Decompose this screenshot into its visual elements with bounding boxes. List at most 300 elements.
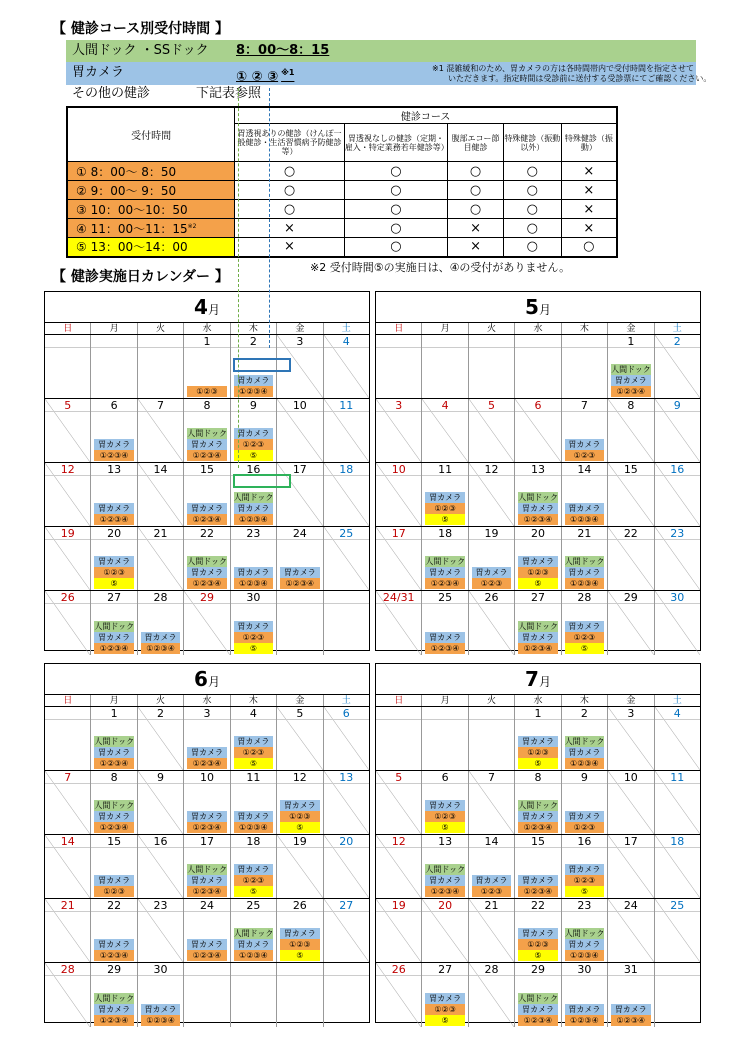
camera-slot: 胃カメラ bbox=[611, 1004, 650, 1015]
day-cell bbox=[608, 399, 654, 462]
day-cell bbox=[376, 335, 422, 398]
day-slots bbox=[234, 492, 273, 525]
weekday-label: 木 bbox=[562, 695, 608, 706]
availability-mark: ○ bbox=[235, 200, 344, 219]
day-slots bbox=[94, 503, 133, 525]
day-cell bbox=[277, 899, 323, 962]
day-cell bbox=[562, 335, 608, 398]
day-cell bbox=[608, 591, 654, 655]
day-number: 8 bbox=[608, 399, 653, 412]
day-cell bbox=[562, 963, 608, 1027]
time-slot: ①②③④ bbox=[425, 643, 464, 654]
day-cell bbox=[608, 707, 654, 770]
time-slot: ①②③ bbox=[518, 939, 557, 950]
camera-slot: 胃カメラ bbox=[425, 993, 464, 1004]
time-slot: ①②③④ bbox=[565, 950, 604, 961]
day-cell bbox=[138, 771, 184, 834]
week-row bbox=[376, 899, 700, 963]
day-slots bbox=[234, 736, 273, 769]
time-slot: ①②③④ bbox=[234, 514, 273, 525]
week-row bbox=[45, 463, 369, 527]
day-cell bbox=[91, 463, 137, 526]
day-cell bbox=[376, 399, 422, 462]
day-number: 7 bbox=[45, 771, 90, 784]
day-slots bbox=[518, 556, 557, 589]
time-slot: ①②③④ bbox=[518, 1015, 557, 1026]
day-slots bbox=[187, 556, 226, 589]
day-cell bbox=[138, 527, 184, 590]
day-number: 18 bbox=[422, 527, 467, 540]
camera-slot: 胃カメラ bbox=[94, 632, 133, 643]
time-label bbox=[67, 238, 235, 257]
availability-mark: ○ bbox=[448, 200, 504, 219]
afternoon-slot: ⑤ bbox=[425, 822, 464, 833]
day-cell bbox=[608, 463, 654, 526]
day-cell bbox=[469, 771, 515, 834]
camera-slot: 胃カメラ bbox=[234, 811, 273, 822]
day-cell bbox=[655, 707, 700, 770]
day-number: 1 bbox=[608, 335, 653, 348]
day-cell bbox=[231, 835, 277, 898]
time-label bbox=[67, 181, 235, 200]
time-slot: ①②③ bbox=[425, 1004, 464, 1015]
course-group-header: 健診コース bbox=[235, 107, 617, 124]
day-cell bbox=[469, 899, 515, 962]
day-cell bbox=[422, 771, 468, 834]
day-slots bbox=[425, 993, 464, 1026]
day-cell bbox=[515, 463, 561, 526]
afternoon-slot: ⑤ bbox=[280, 822, 319, 833]
availability-mark: ○ bbox=[235, 162, 344, 181]
time-slot: ①②③④ bbox=[234, 386, 273, 397]
time-slot: ①②③④ bbox=[425, 886, 464, 897]
week-row bbox=[376, 771, 700, 835]
day-cell bbox=[91, 707, 137, 770]
day-number: 18 bbox=[655, 835, 700, 848]
availability-mark: × bbox=[448, 238, 504, 257]
day-cell bbox=[376, 899, 422, 962]
day-slots bbox=[565, 556, 604, 589]
day-number: 23 bbox=[231, 527, 276, 540]
day-slots bbox=[94, 993, 133, 1026]
day-cell bbox=[184, 399, 230, 462]
camera-slot: 胃カメラ bbox=[94, 939, 133, 950]
weekday-label: 水 bbox=[515, 323, 561, 334]
camera-slot: 胃カメラ bbox=[94, 875, 133, 886]
time-label bbox=[67, 219, 235, 238]
day-number: 28 bbox=[45, 963, 90, 976]
day-cell bbox=[184, 707, 230, 770]
day-cell bbox=[469, 527, 515, 590]
day-cell bbox=[469, 335, 515, 398]
camera-slot: 胃カメラ bbox=[94, 747, 133, 758]
afternoon-slot: ⑤ bbox=[518, 578, 557, 589]
time-slot: ①②③④ bbox=[565, 514, 604, 525]
day-number: 9 bbox=[138, 771, 183, 784]
time-slot: ①②③④ bbox=[187, 450, 226, 461]
day-number: 11 bbox=[324, 399, 369, 412]
time-label bbox=[67, 200, 235, 219]
day-slots bbox=[518, 875, 557, 897]
row-header: 受付時間 bbox=[67, 107, 235, 162]
week-row bbox=[45, 399, 369, 463]
time-slot: ①②③ bbox=[565, 632, 604, 643]
dock-slot: 人間ドック bbox=[611, 365, 651, 374]
day-number: 7 bbox=[469, 771, 514, 784]
day-number: 6 bbox=[515, 399, 560, 412]
week-row bbox=[376, 963, 700, 1027]
time-slot: ①②③④ bbox=[611, 1015, 650, 1026]
day-number: 4 bbox=[655, 707, 700, 720]
time-slot: ①②③ bbox=[425, 503, 464, 514]
camera-slot: 胃カメラ bbox=[187, 567, 226, 578]
afternoon-slot: ⑤ bbox=[280, 950, 319, 961]
time-label bbox=[67, 162, 235, 181]
day-number bbox=[562, 335, 607, 348]
day-slots bbox=[472, 567, 511, 589]
week-row bbox=[376, 527, 700, 591]
day-number bbox=[376, 707, 421, 720]
camera-slot: 胃カメラ bbox=[518, 811, 557, 822]
month-header bbox=[376, 664, 700, 694]
day-cell bbox=[45, 963, 91, 1027]
day-slots bbox=[425, 556, 464, 589]
day-cell bbox=[324, 835, 369, 898]
camera-slot: 胃カメラ bbox=[234, 567, 273, 578]
camera-slot: 胃カメラ bbox=[518, 503, 557, 514]
weekday-label: 土 bbox=[672, 696, 682, 706]
camera-slot: 胃カメラ bbox=[565, 439, 604, 450]
day-number bbox=[45, 707, 90, 720]
dock-slot: 人間ドック bbox=[187, 429, 227, 438]
day-number: 4 bbox=[324, 335, 369, 348]
day-cell bbox=[655, 335, 700, 398]
day-cell bbox=[422, 591, 468, 655]
day-slots bbox=[187, 811, 226, 833]
dock-label: 人間ドック ・SSドック bbox=[72, 43, 209, 58]
weekday-label: 水 bbox=[184, 695, 230, 706]
day-number: 13 bbox=[515, 463, 560, 476]
day-number: 28 bbox=[469, 963, 514, 976]
calendar-month bbox=[375, 663, 701, 1023]
time-row bbox=[67, 200, 617, 219]
dock-slot: 人間ドック bbox=[94, 994, 134, 1003]
day-slots bbox=[234, 567, 273, 589]
time-text: ⑤ 13：00～14：00 bbox=[76, 240, 188, 255]
day-number: 16 bbox=[562, 835, 607, 848]
time-slot: ①②③④ bbox=[518, 822, 557, 833]
day-number: 14 bbox=[562, 463, 607, 476]
camera-slot: 胃カメラ bbox=[565, 747, 604, 758]
day-number: 19 bbox=[469, 527, 514, 540]
availability-mark: ○ bbox=[344, 219, 447, 238]
day-cell bbox=[562, 399, 608, 462]
day-slots bbox=[234, 928, 273, 961]
weekday-label: 月 bbox=[422, 695, 468, 706]
day-cell bbox=[231, 771, 277, 834]
month-header bbox=[45, 664, 369, 694]
day-cell bbox=[91, 335, 137, 398]
day-cell bbox=[277, 707, 323, 770]
availability-mark: ○ bbox=[503, 238, 561, 257]
weekday-label: 木 bbox=[231, 695, 277, 706]
dock-slot: 人間ドック bbox=[187, 557, 227, 566]
day-number: 29 bbox=[515, 963, 560, 976]
week-row bbox=[376, 399, 700, 463]
day-number: 24 bbox=[608, 899, 653, 912]
day-cell bbox=[45, 335, 91, 398]
camera-value: ① ② ③ $^{※1}$ bbox=[236, 68, 295, 85]
time-slot: ①②③ bbox=[518, 567, 557, 578]
day-cell bbox=[469, 463, 515, 526]
day-number: 13 bbox=[324, 771, 369, 784]
time-slot: ①②③ bbox=[280, 939, 319, 950]
guide-line-camera bbox=[269, 88, 270, 348]
camera-slot: 胃カメラ bbox=[518, 632, 557, 643]
time-slot: ①②③④ bbox=[94, 950, 133, 961]
day-cell bbox=[138, 591, 184, 655]
dock-slot: 人間ドック bbox=[518, 622, 558, 631]
afternoon-slot: ⑤ bbox=[565, 643, 604, 654]
dock-slot: 人間ドック bbox=[518, 994, 558, 1003]
day-cell bbox=[231, 463, 277, 526]
month-number: 7 bbox=[525, 667, 539, 691]
availability-mark: ○ bbox=[344, 238, 447, 257]
day-number: 2 bbox=[138, 707, 183, 720]
camera-slot: 胃カメラ bbox=[94, 503, 133, 514]
week-row bbox=[376, 707, 700, 771]
day-cell bbox=[655, 963, 700, 1027]
day-cell bbox=[608, 335, 654, 398]
day-number: 1 bbox=[184, 335, 229, 348]
camera-slot: 胃カメラ bbox=[425, 800, 464, 811]
section-title-reception: 【 健診コース別受付時間 】 bbox=[52, 21, 230, 37]
dock-slot: 人間ドック bbox=[518, 493, 558, 502]
day-cell bbox=[655, 463, 700, 526]
time-slot: ①②③ bbox=[565, 875, 604, 886]
day-number bbox=[277, 963, 322, 976]
camera-slot: 胃カメラ bbox=[187, 747, 226, 758]
availability-mark: ○ bbox=[448, 181, 504, 200]
day-number: 29 bbox=[608, 591, 653, 604]
afternoon-slot: ⑤ bbox=[234, 886, 273, 897]
day-cell bbox=[422, 399, 468, 462]
day-cell bbox=[515, 835, 561, 898]
time-slot: ①②③④ bbox=[94, 450, 133, 461]
availability-mark: × bbox=[235, 219, 344, 238]
afternoon-slot: ⑤ bbox=[518, 758, 557, 769]
day-number: 5 bbox=[376, 771, 421, 784]
day-cell bbox=[469, 399, 515, 462]
day-cell bbox=[422, 527, 468, 590]
month-header bbox=[376, 292, 700, 322]
time-slot: ①②③④ bbox=[94, 1015, 133, 1026]
camera-slot: 胃カメラ bbox=[234, 736, 273, 747]
time-slot: ①②③ bbox=[234, 632, 273, 643]
day-slots bbox=[518, 736, 557, 769]
time-slot: ①②③ bbox=[280, 811, 319, 822]
weekday-label: 金 bbox=[277, 695, 323, 706]
weekday-header bbox=[376, 322, 700, 335]
week-row bbox=[45, 835, 369, 899]
day-number: 29 bbox=[184, 591, 229, 604]
weekday-label: 金 bbox=[608, 323, 654, 334]
day-cell bbox=[277, 835, 323, 898]
day-number: 17 bbox=[376, 527, 421, 540]
day-number: 15 bbox=[91, 835, 136, 848]
day-cell bbox=[655, 835, 700, 898]
weekday-label: 土 bbox=[341, 324, 351, 334]
day-number: 8 bbox=[184, 399, 229, 412]
calendar-month bbox=[44, 663, 370, 1023]
camera-slot: 胃カメラ bbox=[472, 875, 511, 886]
camera-slot: 胃カメラ bbox=[94, 1004, 133, 1015]
day-number: 25 bbox=[231, 899, 276, 912]
camera-slot: 胃カメラ bbox=[234, 864, 273, 875]
day-cell bbox=[45, 399, 91, 462]
day-number bbox=[422, 335, 467, 348]
time-slot: ①②③④ bbox=[565, 758, 604, 769]
day-number: 5 bbox=[45, 399, 90, 412]
week-row bbox=[376, 335, 700, 399]
time-slot: ①②③④ bbox=[141, 1015, 180, 1026]
day-cell bbox=[277, 963, 323, 1027]
time-slot: ①②③④ bbox=[187, 514, 226, 525]
day-slots bbox=[187, 864, 226, 897]
day-number: 26 bbox=[376, 963, 421, 976]
week-row bbox=[376, 591, 700, 655]
camera-slot: 胃カメラ bbox=[141, 1004, 180, 1015]
day-cell bbox=[91, 835, 137, 898]
weekday-header bbox=[45, 322, 369, 335]
day-cell bbox=[184, 335, 230, 398]
day-number: 8 bbox=[91, 771, 136, 784]
day-cell bbox=[91, 527, 137, 590]
weekday-label: 火 bbox=[469, 323, 515, 334]
day-number: 31 bbox=[608, 963, 653, 976]
time-slot: ①②③ bbox=[565, 822, 604, 833]
day-number: 19 bbox=[376, 899, 421, 912]
time-slot: ①②③④ bbox=[94, 758, 133, 769]
day-number: 10 bbox=[184, 771, 229, 784]
day-number bbox=[91, 335, 136, 348]
day-cell bbox=[515, 527, 561, 590]
day-number bbox=[231, 963, 276, 976]
day-number: 22 bbox=[515, 899, 560, 912]
afternoon-slot: ⑤ bbox=[94, 578, 133, 589]
weekday-label: 日 bbox=[45, 695, 91, 706]
weekday-label: 日 bbox=[45, 323, 91, 334]
day-cell bbox=[45, 771, 91, 834]
camera-bar bbox=[66, 62, 712, 85]
day-cell bbox=[376, 463, 422, 526]
afternoon-slot: ⑤ bbox=[234, 450, 273, 461]
day-slots bbox=[518, 800, 557, 833]
weekday-label: 火 bbox=[138, 323, 184, 334]
day-cell bbox=[608, 899, 654, 962]
day-slots bbox=[141, 632, 180, 654]
day-cell bbox=[138, 707, 184, 770]
day-number: 22 bbox=[608, 527, 653, 540]
time-slot: ①②③④ bbox=[518, 643, 557, 654]
availability-mark: ○ bbox=[344, 162, 447, 181]
day-number: 20 bbox=[324, 835, 369, 848]
day-cell bbox=[231, 527, 277, 590]
camera-slot: 胃カメラ bbox=[565, 621, 604, 632]
weekday-header bbox=[45, 694, 369, 707]
week-row bbox=[376, 463, 700, 527]
day-cell bbox=[515, 591, 561, 655]
time-text: ② 9：00～ 9：50 bbox=[76, 183, 177, 198]
time-row bbox=[67, 219, 617, 238]
time-slot: ①②③④ bbox=[234, 822, 273, 833]
day-number bbox=[184, 963, 229, 976]
day-number: 15 bbox=[184, 463, 229, 476]
day-number: 22 bbox=[91, 899, 136, 912]
time-slot: ①②③④ bbox=[234, 578, 273, 589]
day-slots bbox=[565, 439, 604, 461]
day-number: 12 bbox=[45, 463, 90, 476]
month-unit: 月 bbox=[538, 303, 551, 317]
day-cell bbox=[91, 399, 137, 462]
day-cell bbox=[324, 771, 369, 834]
time-text: ① 8：00～ 8：50 bbox=[76, 164, 177, 179]
weekday-label: 月 bbox=[91, 695, 137, 706]
weekday-label: 木 bbox=[231, 323, 277, 334]
day-cell bbox=[138, 399, 184, 462]
weekday-label: 金 bbox=[608, 695, 654, 706]
day-cell bbox=[324, 899, 369, 962]
camera-slot: 胃カメラ bbox=[565, 567, 604, 578]
time-sup: ※2 bbox=[187, 222, 197, 230]
day-cell bbox=[376, 963, 422, 1027]
day-number: 11 bbox=[655, 771, 700, 784]
day-slots bbox=[94, 800, 133, 833]
camera-slot: 胃カメラ bbox=[187, 503, 226, 514]
day-cell bbox=[45, 527, 91, 590]
day-slots bbox=[234, 811, 273, 833]
availability-mark: ○ bbox=[503, 200, 561, 219]
availability-mark: ○ bbox=[448, 162, 504, 181]
camera-slot: 胃カメラ bbox=[611, 375, 650, 386]
day-cell bbox=[608, 963, 654, 1027]
day-slots bbox=[94, 556, 133, 589]
day-number: 25 bbox=[422, 591, 467, 604]
day-number: 5 bbox=[277, 707, 322, 720]
day-number: 21 bbox=[45, 899, 90, 912]
day-cell bbox=[376, 527, 422, 590]
camera-slot: 胃カメラ bbox=[565, 864, 604, 875]
weekday-label: 水 bbox=[184, 323, 230, 334]
day-cell bbox=[277, 591, 323, 655]
time-slot: ①②③④ bbox=[518, 514, 557, 525]
day-number: 13 bbox=[422, 835, 467, 848]
availability-mark: ○ bbox=[344, 200, 447, 219]
time-text: ③ 10：00～10：50 bbox=[76, 202, 188, 217]
availability-mark: × bbox=[448, 219, 504, 238]
day-cell bbox=[655, 771, 700, 834]
day-number: 2 bbox=[562, 707, 607, 720]
day-number: 10 bbox=[608, 771, 653, 784]
day-number: 27 bbox=[515, 591, 560, 604]
month-number: 6 bbox=[194, 667, 208, 691]
month-number: 4 bbox=[194, 295, 208, 319]
day-cell bbox=[91, 591, 137, 655]
day-number bbox=[422, 707, 467, 720]
day-slots bbox=[565, 736, 604, 769]
day-slots bbox=[425, 492, 464, 525]
course-col-header: 腹部エコー節目健診 bbox=[448, 124, 504, 162]
